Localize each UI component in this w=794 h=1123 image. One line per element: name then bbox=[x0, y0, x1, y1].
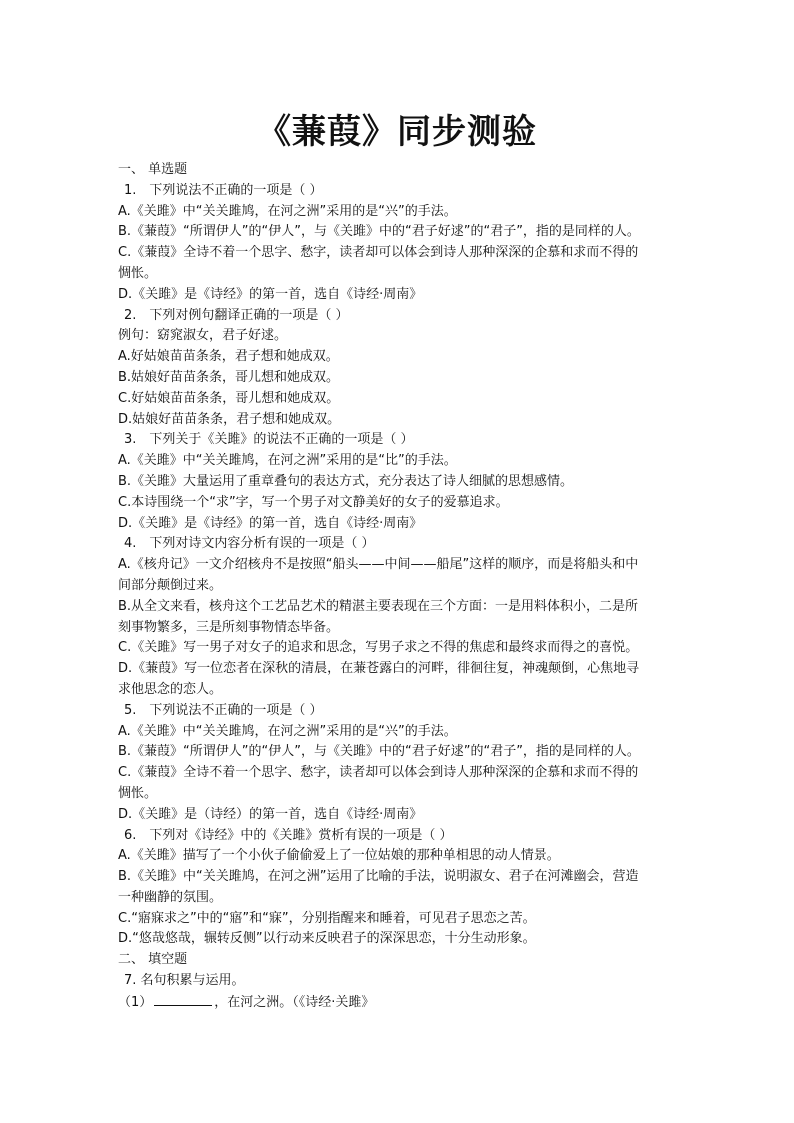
option-line: C.好姑娘苗苗条条，哥儿想和她成双。 bbox=[118, 390, 340, 406]
option-line: A.《关雎》中“关关雎鸠，在河之洲”采用的是“兴”的手法。 bbox=[118, 203, 457, 219]
blank-prefix: （1） bbox=[118, 994, 153, 1010]
question-stem: 3. 下列关于《关雎》的说法不正确的一项是（ ） bbox=[124, 432, 414, 448]
option-line: B.《关雎》大量运用了重章叠句的表达方式，充分表达了诗人细腻的思想感情。 bbox=[118, 473, 574, 489]
option-line: B.从全文来看，核舟这个工艺品艺术的精湛主要表现在三个方面：一是用料体积小，二是所 bbox=[118, 598, 639, 614]
option-line: A.好姑娘苗苗条条，君子想和她成双。 bbox=[118, 349, 339, 365]
section-heading: 二、 填空题 bbox=[118, 952, 188, 968]
option-line: 惆怅。 bbox=[118, 265, 158, 281]
option-line: 惆怅。 bbox=[118, 785, 158, 801]
question-stem: 1. 下列说法不正确的一项是（ ） bbox=[124, 182, 323, 198]
fill-blank-item bbox=[118, 992, 678, 1014]
option-line: C.《关雎》写一男子对女子的追求和思念，写男子求之不得的焦虑和最终求而得之的喜悦。 bbox=[118, 640, 639, 656]
option-line: C.“寤寐求之”中的“寤”和“寐”，分别指醒来和睡着，可见君子思恋之苦。 bbox=[118, 910, 536, 926]
blank-suffix: ，在河之洲。（《诗经·关雎》 bbox=[214, 994, 375, 1010]
option-line: 求他思念的恋人。 bbox=[118, 681, 223, 697]
question-stem: 4. 下列对诗文内容分析有误的一项是（ ） bbox=[124, 536, 375, 552]
option-line: C.《蒹葭》全诗不着一个思字、愁字，读者却可以体会到诗人那种深深的企慕和求而不得的 bbox=[118, 245, 639, 261]
option-line: 例句：窈窕淑女，君子好逑。 bbox=[118, 328, 288, 344]
option-line: A.《关雎》描写了一个小伙子偷偷爱上了一位姑娘的那种单相思的动人情景。 bbox=[118, 848, 560, 864]
option-line: A.《核舟记》一文介绍核舟不是按照“船头——中间——船尾”这样的顺序，而是将船头和中 bbox=[118, 557, 639, 573]
question-stem: 5. 下列说法不正确的一项是（ ） bbox=[124, 702, 323, 718]
option-line: 一种幽静的氛围。 bbox=[118, 889, 223, 905]
option-line: B.姑娘好苗苗条条，哥儿想和她成双。 bbox=[118, 369, 340, 385]
page-title: 《蒹葭》同步测验 bbox=[257, 112, 537, 152]
option-line: D.“悠哉悠哉，辗转反侧”以行动来反映君子的深深思恋，十分生动形象。 bbox=[118, 931, 536, 947]
option-line: D.《关雎》是《诗经》的第一首，选自《诗经·周南》 bbox=[118, 286, 423, 302]
option-line: D.《关雎》是（诗经）的第一首，选自《诗经·周南》 bbox=[118, 806, 423, 822]
option-line: D.《蒹葭》写一位恋者在深秋的清晨，在蒹苍露白的河畔，徘徊往复，神魂颠倒，心焦地寻 bbox=[118, 661, 640, 677]
option-line: 间部分颠倒过来。 bbox=[118, 577, 223, 593]
option-line: A.《关雎》中“关关雎鸠，在河之洲”采用的是“兴”的手法。 bbox=[118, 723, 457, 739]
question-stem: 2. 下列对例句翻译正确的一项是（ ） bbox=[124, 307, 349, 323]
option-line: B.《蒹葭》“所谓伊人”的“伊人”，与《关雎》中的“君子好逑”的“君子”，指的是同样的人。 bbox=[118, 224, 640, 240]
option-line: B.《关雎》中“关关雎鸠，在河之洲”运用了比喻的手法，说明淑女、君子在河滩幽会，营造 bbox=[118, 869, 639, 885]
option-line: A.《关雎》中“关关雎鸠，在河之洲”采用的是“比”的手法。 bbox=[118, 453, 457, 469]
question-stem: 7. 名句积累与运用。 bbox=[124, 973, 245, 989]
option-line: D.《关雎》是《诗经》的第一首，选自《诗经·周南》 bbox=[118, 515, 423, 531]
answer-blank[interactable] bbox=[154, 992, 212, 1006]
option-line: 刻事物繁多，三是所刻事物情态毕备。 bbox=[118, 619, 340, 635]
option-line: D.姑娘好苗苗条条，君子想和她成双。 bbox=[118, 411, 341, 427]
section-heading: 一、 单选题 bbox=[118, 162, 188, 177]
question-stem: 6. 下列对《诗经》中的《关雎》赏析有误的一项是（ ） bbox=[124, 827, 453, 843]
question-list bbox=[118, 160, 678, 1014]
option-line: C.本诗围绕一个“求”字，写一个男子对文静美好的女子的爱慕追求。 bbox=[118, 494, 509, 510]
option-line: C.《蒹葭》全诗不着一个思字、愁字，读者却可以体会到诗人那种深深的企慕和求而不得的 bbox=[118, 765, 639, 781]
option-line: B.《蒹葭》“所谓伊人”的“伊人”，与《关雎》中的“君子好逑”的“君子”，指的是同样的人。 bbox=[118, 744, 640, 760]
